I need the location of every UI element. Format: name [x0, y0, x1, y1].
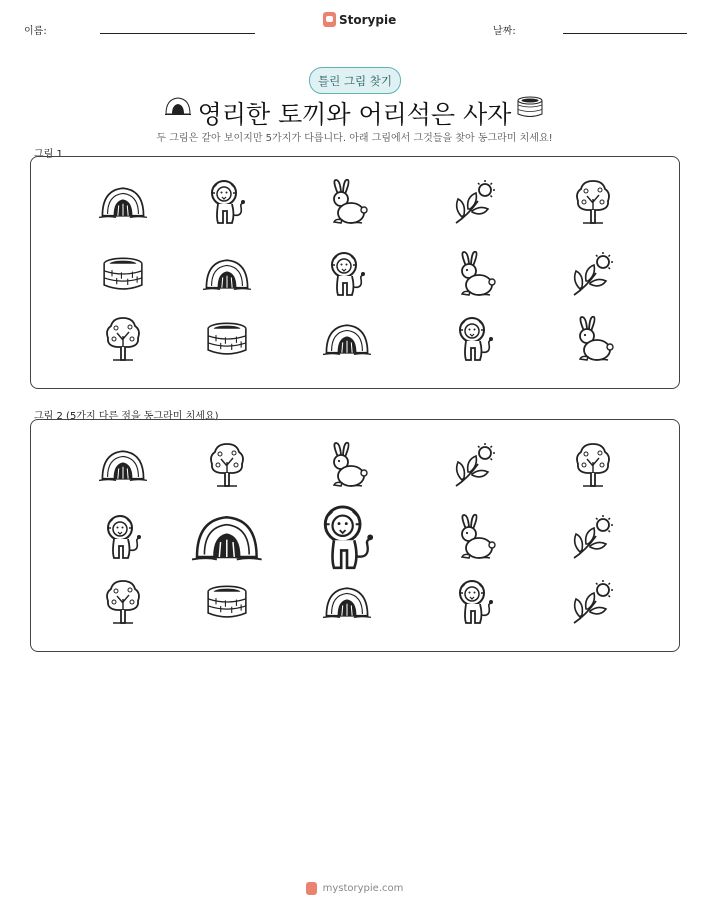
date-label: 날짜: — [493, 26, 516, 37]
picture1-lion-icon — [327, 251, 367, 297]
date-line[interactable] — [563, 33, 687, 34]
picture2-sun-leaves-icon[interactable] — [570, 514, 616, 560]
picture1-cave-icon — [99, 184, 147, 220]
storypie-logo — [323, 12, 396, 27]
picture1-tree-icon — [575, 179, 611, 225]
picture1-label: 그림 1 — [34, 149, 63, 160]
picture2-well-icon[interactable] — [205, 583, 249, 621]
title-well-icon — [516, 96, 544, 122]
footer — [0, 882, 709, 895]
activity-badge: 틀린 그림 찾기 — [309, 67, 401, 94]
picture2-sun-leaves-icon[interactable] — [570, 579, 616, 625]
name-label: 이름: — [24, 26, 47, 37]
picture2-tree-icon[interactable] — [209, 442, 245, 488]
name-line[interactable] — [100, 33, 255, 34]
picture2-lion-icon[interactable] — [318, 504, 376, 571]
picture1-cave-icon — [323, 321, 371, 357]
picture1-sun-leaves-icon — [570, 251, 616, 297]
picture2-rabbit-icon[interactable] — [326, 441, 368, 489]
picture2-lion-icon[interactable] — [455, 579, 495, 625]
picture2-tree-icon[interactable] — [575, 442, 611, 488]
picture2-lion-icon[interactable] — [103, 514, 143, 560]
picture2-rabbit-icon[interactable] — [454, 513, 496, 561]
picture2-tree-icon[interactable] — [105, 579, 141, 625]
picture2-label: 그림 2 (5가지 다른 점을 동그라미 치세요) — [34, 411, 219, 422]
picture2-panel[interactable] — [30, 419, 680, 652]
picture1-lion-icon — [455, 316, 495, 362]
picture1-well-icon — [101, 255, 145, 293]
picture1-lion-icon — [207, 179, 247, 225]
picture1-rabbit-icon — [326, 178, 368, 226]
brand-name: Storypie — [339, 12, 397, 27]
picture2-cave-icon[interactable] — [99, 447, 147, 483]
picture1-tree-icon — [105, 316, 141, 362]
picture1-well-icon — [205, 320, 249, 358]
page-title: 영리한 토끼와 어리석은 사자 — [197, 100, 512, 129]
picture1-rabbit-icon — [454, 250, 496, 298]
instructions: 두 그림은 같아 보이지만 5가지가 다릅니다. 아래 그림에서 그것들을 찾아 동그라미 치세요! — [156, 133, 553, 144]
picture1-cave-icon — [203, 256, 251, 292]
storypie-mascot-icon — [306, 882, 317, 895]
picture2-sun-leaves-icon[interactable] — [452, 442, 498, 488]
footer-url[interactable]: mystorypie.com — [322, 883, 404, 894]
picture2-cave-icon[interactable] — [192, 511, 262, 563]
picture1-panel — [30, 156, 680, 389]
picture1-rabbit-icon — [572, 315, 614, 363]
storypie-mascot-icon — [323, 12, 336, 27]
picture2-cave-icon[interactable] — [323, 584, 371, 620]
picture1-sun-leaves-icon — [452, 179, 498, 225]
